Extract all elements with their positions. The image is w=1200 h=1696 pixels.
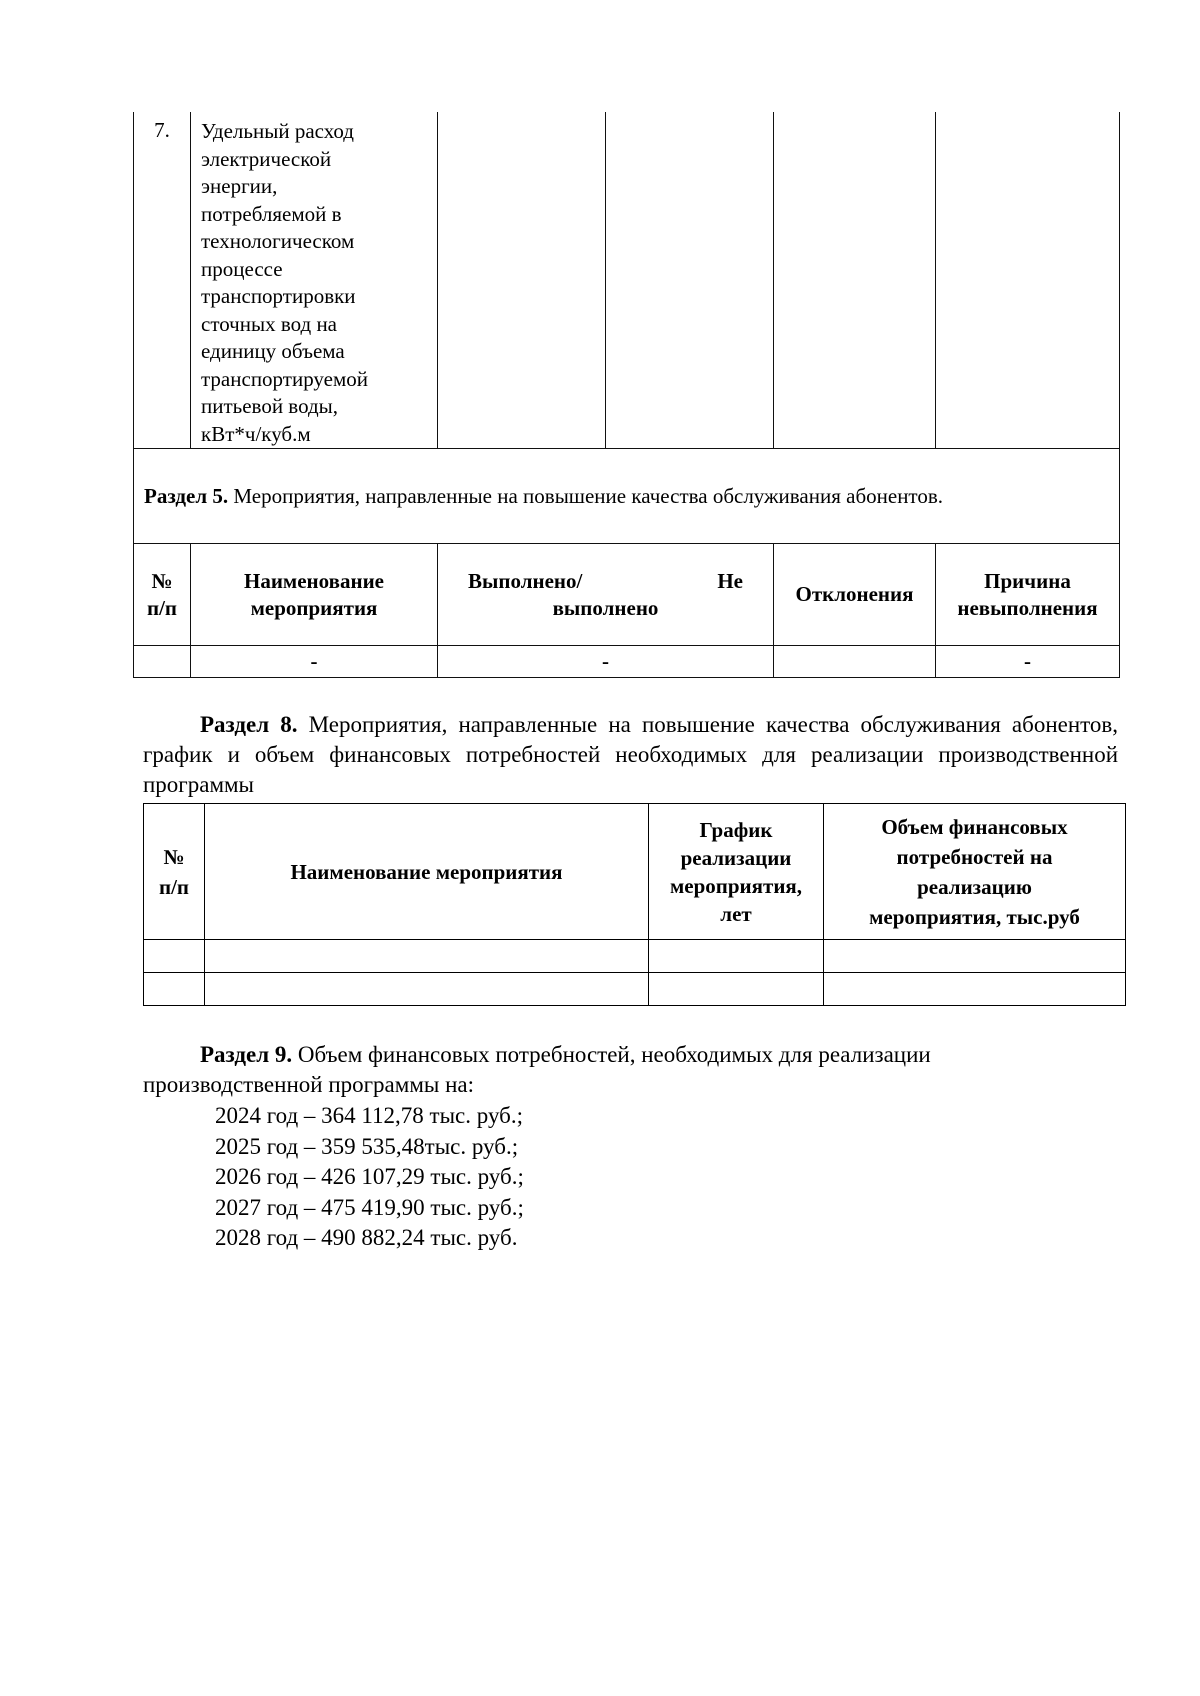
- header-deviation: Отклонения: [774, 544, 936, 646]
- year-line: 2024 год – 364 112,78 тыс. руб.;: [215, 1103, 523, 1128]
- year-line: 2026 год – 426 107,29 тыс. руб.;: [215, 1164, 524, 1189]
- indicator-line: Удельный расход: [201, 119, 354, 143]
- table-cell: [936, 112, 1120, 449]
- header-done: Выполнено/ Не выполнено: [438, 544, 774, 646]
- header-volume: Объем финансовых потребностей на реализацию мероприятия, тыс.руб: [824, 804, 1126, 940]
- row-number: 7.: [134, 112, 191, 449]
- table-row: [134, 646, 1120, 678]
- section5-table: [133, 112, 1120, 678]
- section9-prefix: Раздел 9.: [200, 1042, 293, 1067]
- table-row: [144, 973, 1126, 1006]
- table-cell: [774, 646, 936, 678]
- table-cell: [438, 112, 606, 449]
- table-cell: [774, 112, 936, 449]
- indicator-line: процессе: [201, 256, 283, 281]
- section5-prefix: Раздел 5.: [144, 483, 229, 508]
- table-cell: [144, 973, 205, 1006]
- yearly-volumes: [215, 1101, 524, 1254]
- table-cell: [649, 973, 824, 1006]
- header-schedule: График реализации мероприятия, лет: [649, 804, 824, 940]
- table-cell: [824, 940, 1126, 973]
- section5-heading: [134, 449, 1120, 544]
- table-cell: -: [191, 646, 438, 678]
- table-cell: [134, 646, 191, 678]
- year-line: 2028 год – 490 882,24 тыс. руб.: [215, 1225, 518, 1250]
- header-name: Наименование мероприятия: [205, 804, 649, 940]
- header-num: № п/п: [144, 804, 205, 940]
- table-header-row: [134, 544, 1120, 646]
- table-cell: [606, 112, 774, 449]
- section5-text: Мероприятия, направленные на повышение качества обслуживания абонентов.: [228, 483, 943, 508]
- table-cell: [144, 940, 205, 973]
- indicator-name: [191, 112, 438, 449]
- header-name: Наименование мероприятия: [191, 544, 438, 646]
- table-cell: -: [438, 646, 774, 678]
- table-cell: [205, 973, 649, 1006]
- table-row: [134, 112, 1120, 449]
- table-cell: [205, 940, 649, 973]
- section8-paragraph: [143, 710, 1118, 800]
- indicator-line: сточных вод на: [201, 311, 337, 336]
- indicator-line: технологическом: [201, 229, 355, 253]
- indicator-line: питьевой воды,: [201, 394, 339, 418]
- indicator-line: единицу объема: [201, 339, 345, 363]
- section8-table: [143, 803, 1126, 1006]
- year-line: 2025 год – 359 535,48тыс. руб.;: [215, 1133, 519, 1159]
- section5-heading-row: [134, 449, 1120, 544]
- table-cell: -: [936, 646, 1120, 678]
- table-row: [144, 940, 1126, 973]
- indicator-line: транспортируемой: [201, 366, 368, 391]
- header-num: № п/п: [134, 544, 191, 646]
- indicator-line: транспортировки: [201, 284, 356, 308]
- section8-prefix: Раздел 8.: [200, 712, 298, 737]
- year-line: 2027 год – 475 419,90 тыс. руб.;: [215, 1194, 524, 1220]
- header-reason: Причина невыполнения: [936, 544, 1120, 646]
- indicator-line: кВт*ч/куб.м: [201, 421, 311, 446]
- table-cell: [824, 973, 1126, 1006]
- indicator-line: энергии,: [201, 174, 278, 198]
- table-header-row: [144, 804, 1126, 940]
- indicator-line: потребляемой в: [201, 201, 342, 226]
- section9-text: Объем финансовых потребностей, необходимых для реализации производственной программы на:: [143, 1042, 931, 1097]
- section9-paragraph: [143, 1040, 1043, 1100]
- indicator-line: электрической: [201, 146, 332, 171]
- section8-text: Мероприятия, направленные на повышение качества обслуживания абонентов, график и объем финансовых потребностей необходимых для реализации производственной программы: [143, 712, 1118, 797]
- table-cell: [649, 940, 824, 973]
